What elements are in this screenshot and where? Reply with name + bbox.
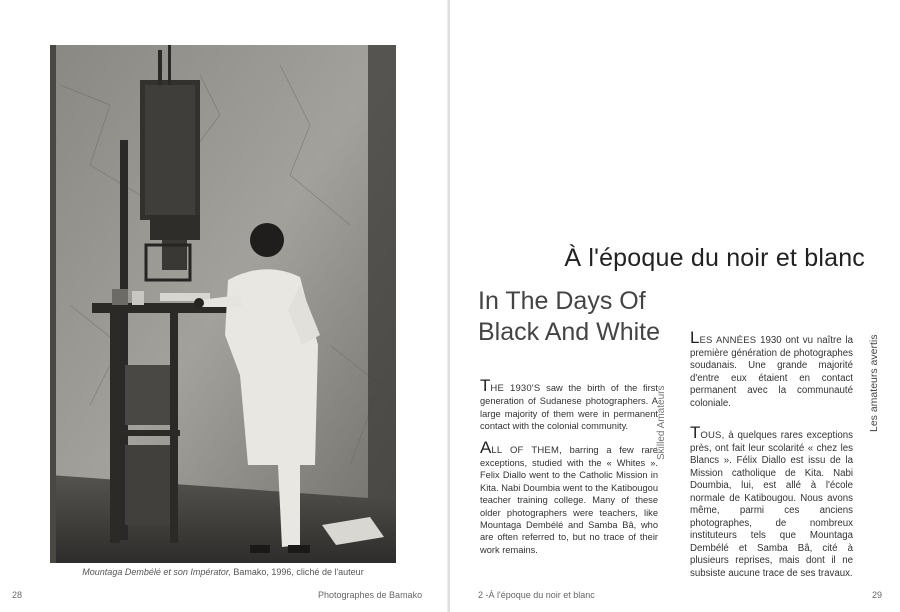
paragraph-text: 1930 ont vu naître la première génération de photographes soudanais. Une grande majorité d'entre eux étaient en contact permanent avec la communauté coloniale. [690, 335, 853, 409]
page-number-left: 28 [12, 590, 23, 600]
english-paragraph-1 [480, 376, 658, 433]
french-column [690, 328, 853, 589]
photo-caption [50, 567, 396, 577]
paragraph-text: barring a few rare exceptions, studied with the « Whites ». Felix Diallo went to the Catholic Mission in Kita. Nabi Doumbia went to the Katibougou teacher training college. Many of these older photographers were teachers, like Mountaga Dembélé and Samba Bâ, who are often referred to, but no trace of their work remains. [480, 444, 658, 555]
english-column [480, 376, 658, 565]
dropcap: T [690, 423, 701, 442]
english-title [478, 286, 698, 348]
paragraph-text: à quelques rares exceptions près, ont fait leur scolarité « chez les Blancs ». Félix Diallo est issu de la Mission catholique de Kita. Nabi Doumbia, lui, est allé à l'école normale de Katibougou. Nous avons même, parmi ces anciens photographes, de nombreux instituteurs tels que Mountaga Dembélé et Samba Bâ, cité à plusieurs reprises, mais dont il ne subsiste aucune trace de ses travaux. [690, 430, 853, 579]
lead-in: HE 1930'S [490, 383, 541, 394]
photograph-man-with-enlarger [50, 45, 396, 563]
french-paragraph-1 [690, 328, 853, 410]
left-page [0, 0, 448, 612]
caption-italic: Mountaga Dembélé et son Impérator, [82, 567, 231, 577]
english-paragraph-2 [480, 437, 658, 557]
page-number-right: 29 [872, 590, 883, 600]
paragraph-text: saw the birth of the first generation of Sudanese photographers. A large majority of them were in permanent contact with the colonial community. [480, 383, 658, 432]
dropcap: L [690, 328, 700, 347]
english-title-line-1: In The Days Of [478, 287, 646, 315]
lead-in: ES ANNÉES [699, 335, 757, 346]
french-paragraph-2 [690, 423, 853, 580]
english-side-label: Skilled Amateurs [656, 385, 667, 460]
running-footer-left: Photographes de Bamako [318, 590, 423, 600]
dropcap: A [480, 437, 492, 457]
caption-plain: Bamako, 1996, cliché de l'auteur [230, 567, 364, 577]
english-title-line-2: Black And White [478, 318, 661, 346]
right-page [450, 0, 900, 612]
running-footer-right: 2 -À l'époque du noir et blanc [478, 590, 595, 600]
french-side-label: Les amateurs avertis [868, 334, 880, 432]
dropcap: T [480, 376, 491, 395]
french-title: À l'époque du noir et blanc [564, 244, 865, 272]
lead-in: OUS, [700, 430, 725, 441]
lead-in: LL OF THEM, [491, 444, 562, 456]
